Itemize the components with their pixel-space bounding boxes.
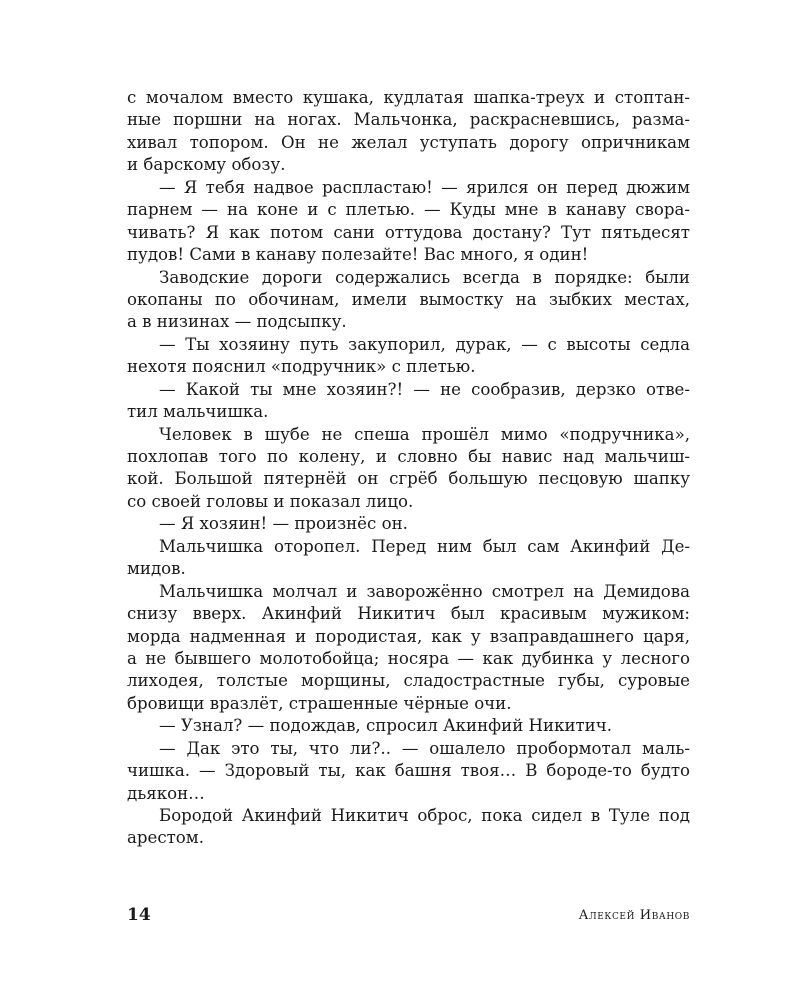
- text-line: арестом.: [127, 828, 204, 848]
- text-line: бровищи вразлёт, страшенные чёрные очи.: [127, 693, 512, 713]
- text-line: парнем — на коне и с плетью. — Куды мне в канаву свора-: [127, 200, 690, 220]
- text-line: хивал топором. Он не желал уступать дорогу опричникам: [127, 132, 690, 152]
- running-head-author: Алексей Иванов: [578, 908, 690, 923]
- text-line: ные поршни на ногах. Мальчонка, раскрасневшись, разма-: [127, 110, 690, 130]
- text-line: со своей головы и показал лицо.: [127, 491, 414, 511]
- text-line: окопаны по обочинам, имели вымостку на зыбких местах,: [127, 289, 690, 309]
- text-line: снизу вверх. Акинфий Никитич был красивым мужиком:: [127, 604, 690, 624]
- text-line: а не бывшего молотобойца; носяра — как дубинка у лесного: [127, 648, 690, 668]
- text-line: — Какой ты мне хозяин?! — не сообразив, дерзко отве-: [159, 379, 690, 399]
- text-line: — Дак это ты, что ли?.. — ошалело пробормотал маль-: [159, 738, 690, 758]
- text-line: — Ты хозяину путь закупорил, дурак, — с высоты седла: [159, 334, 690, 354]
- text-line: тил мальчишка.: [127, 402, 269, 422]
- text-line: мидов.: [127, 559, 186, 579]
- text-line: чивать? Я как потом сани оттудова достану? Тут пятьдесят: [127, 222, 690, 242]
- page-footer: [127, 905, 690, 929]
- text-line: дьякон…: [127, 783, 205, 803]
- text-line: чишка. — Здоровый ты, как башня твоя… В бороде-то будто: [127, 761, 690, 781]
- text-line: нехотя пояснил «подручник» с плетью.: [127, 357, 476, 377]
- text-line: а в низинах — подсыпку.: [127, 312, 347, 332]
- text-line: похлопав того по колену, и словно бы навис над мальчиш-: [127, 447, 690, 466]
- text-line: — Узнал? — подождав, спросил Акинфий Никитич.: [159, 716, 612, 736]
- text-line: Человек в шубе не спеша прошёл мимо «подручника»,: [159, 424, 690, 444]
- text-line: — Я тебя надвое распластаю! — ярился он перед дюжим: [159, 177, 690, 197]
- text-line: и барскому обозу.: [127, 155, 286, 175]
- text-line: морда надменная и породистая, как у взаправдашнего царя,: [127, 626, 690, 646]
- text-line: Заводские дороги содержались всегда в порядке: были: [159, 267, 690, 287]
- page-number: 14: [127, 905, 151, 925]
- text-line: с мочалом вместо кушака, кудлатая шапка-треух и стоптан-: [127, 88, 690, 107]
- text-line: кой. Большой пятернёй он сгрёб большую песцовую шапку: [127, 469, 690, 489]
- text-line: Мальчишка молчал и заворожённо смотрел на Демидова: [159, 581, 690, 601]
- text-line: Бородой Акинфий Никитич оброс, пока сидел в Туле под: [159, 806, 690, 825]
- body-text: [127, 87, 690, 850]
- text-line: пудов! Сами в канаву полезайте! Вас много, я один!: [127, 245, 589, 265]
- text-line: — Я хозяин! — произнёс он.: [159, 514, 408, 534]
- text-line: Мальчишка оторопел. Перед ним был сам Акинфий Де-: [159, 536, 690, 556]
- text-line: лиходея, толстые морщины, сладострастные губы, суровые: [127, 671, 690, 691]
